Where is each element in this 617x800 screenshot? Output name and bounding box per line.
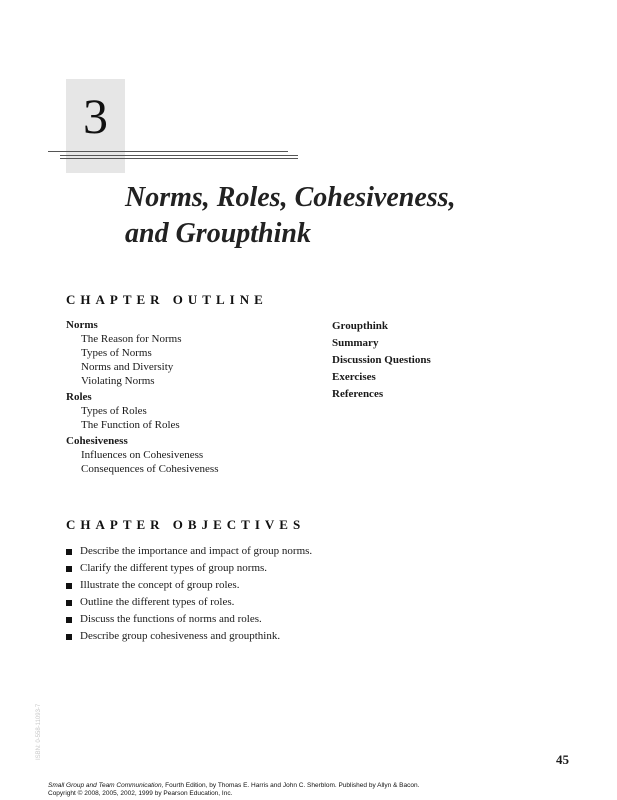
- objective-text: Outline the different types of roles.: [80, 596, 235, 608]
- outline-section-discussion-questions: Discussion Questions: [332, 354, 431, 366]
- objective-text: Describe group cohesiveness and groupthink.: [80, 630, 281, 642]
- outline-subitem: Types of Roles: [81, 405, 147, 417]
- outline-heading: CHAPTER OUTLINE: [66, 292, 268, 307]
- objectives-list: [66, 543, 312, 645]
- outline-section-roles: Roles: [66, 391, 92, 403]
- outline-section-cohesiveness: Cohesiveness: [66, 435, 128, 447]
- objective-item: [66, 594, 312, 611]
- chapter-title-line: and Groupthink: [125, 218, 311, 249]
- bullet-square-icon: [66, 600, 72, 606]
- outline-subitem: Types of Norms: [81, 347, 152, 359]
- bullet-square-icon: [66, 566, 72, 572]
- bullet-square-icon: [66, 634, 72, 640]
- bullet-square-icon: [66, 583, 72, 589]
- decorative-rule: [48, 151, 288, 152]
- objectives-heading: CHAPTER OBJECTIVES: [66, 517, 306, 532]
- outline-subitem: Influences on Cohesiveness: [81, 449, 204, 461]
- outline-subitem: The Reason for Norms: [81, 333, 182, 345]
- page-number: 45: [556, 752, 569, 767]
- outline-subitem: The Function of Roles: [81, 419, 180, 431]
- outline-subitem: Norms and Diversity: [81, 361, 174, 373]
- objective-item: [66, 611, 312, 628]
- objective-text: Discuss the functions of norms and roles.: [80, 613, 262, 625]
- outline-section-exercises: Exercises: [332, 371, 376, 383]
- outline-section-groupthink: Groupthink: [332, 320, 389, 332]
- objective-text: Describe the importance and impact of group norms.: [80, 545, 313, 557]
- objective-item: [66, 577, 312, 594]
- outline-section-norms: Norms: [66, 319, 98, 331]
- copyright-footer: [48, 782, 419, 798]
- outline-section-references: References: [332, 388, 384, 400]
- objective-item: [66, 628, 312, 645]
- footer-line: [48, 782, 419, 790]
- outline-section-summary: Summary: [332, 337, 379, 349]
- side-isbn-watermark: ISBN: 0-558-11093-7: [36, 703, 42, 760]
- chapter-title-line: Norms, Roles, Cohesiveness,: [125, 182, 456, 213]
- objective-item: [66, 543, 312, 560]
- decorative-rule: [60, 155, 298, 156]
- chapter-title: [125, 180, 595, 252]
- footer-line: Copyright © 2008, 2005, 2002, 1999 by Pearson Education, Inc.: [48, 790, 233, 797]
- outline-right-column: [332, 318, 431, 403]
- bullet-square-icon: [66, 617, 72, 623]
- chapter-number: 3: [83, 88, 108, 144]
- footer-line1-rest: Fourth Edition, by Thomas E. Harris and John C. Sherblom. Published by Allyn & Bacon.: [163, 782, 420, 789]
- objective-item: [66, 560, 312, 577]
- objective-text: Illustrate the concept of group roles.: [80, 579, 240, 591]
- outline-subitem: Violating Norms: [81, 375, 155, 387]
- objective-text: Clarify the different types of group norms.: [80, 562, 268, 574]
- outline-left-column: [66, 318, 218, 476]
- decorative-rule: [60, 158, 298, 159]
- outline-subitem: Consequences of Cohesiveness: [81, 463, 219, 475]
- footer-book-title: Small Group and Team Communication,: [48, 782, 164, 789]
- bullet-square-icon: [66, 549, 72, 555]
